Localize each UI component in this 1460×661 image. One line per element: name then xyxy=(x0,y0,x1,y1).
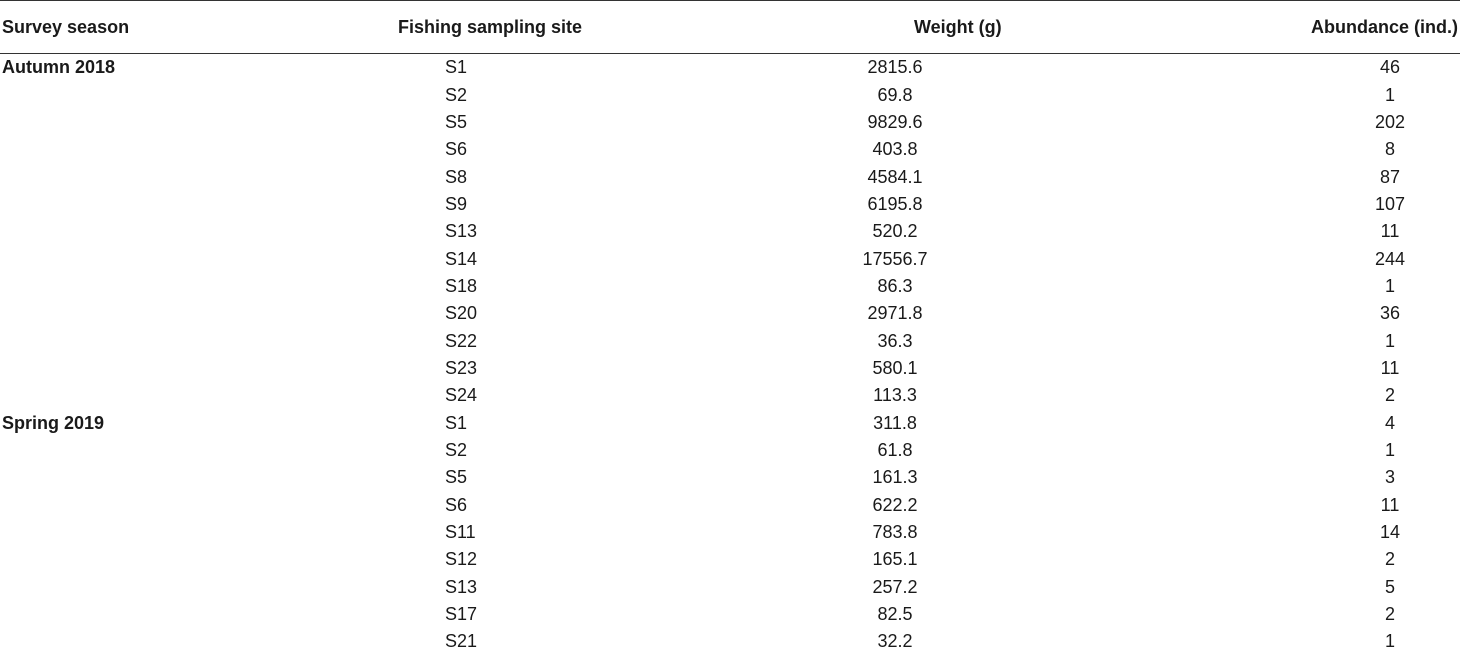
cell-abundance: 2 xyxy=(1384,385,1395,406)
cell-survey-season: Autumn 2018 xyxy=(2,57,116,78)
cell-survey-season xyxy=(0,163,300,190)
cell-survey-season xyxy=(0,574,300,601)
cell-abundance: 3 xyxy=(1384,467,1395,488)
cell-survey-season xyxy=(0,109,300,136)
cell-survey-season xyxy=(0,355,300,382)
cell-abundance: 36 xyxy=(1379,303,1401,324)
table-row xyxy=(0,464,1460,491)
table-row xyxy=(0,574,1460,601)
table-row xyxy=(0,409,1460,436)
cell-abundance: 5 xyxy=(1384,576,1395,597)
cell-sampling-site: S1 xyxy=(445,57,468,78)
cell-survey-season xyxy=(0,273,300,300)
cell-abundance: 4 xyxy=(1384,412,1395,433)
cell-weight: 520.2 xyxy=(872,221,918,242)
table-header xyxy=(0,1,1460,54)
cell-weight: 69.8 xyxy=(877,84,913,105)
header-row xyxy=(0,1,1460,54)
cell-sampling-site: S21 xyxy=(445,631,478,652)
cell-abundance: 202 xyxy=(1374,111,1406,132)
header-weight: Weight (g) xyxy=(630,1,1070,54)
cell-survey-season xyxy=(0,191,300,218)
cell-weight: 61.8 xyxy=(877,439,913,460)
cell-abundance: 1 xyxy=(1384,84,1395,105)
cell-survey-season xyxy=(0,136,300,163)
cell-abundance: 107 xyxy=(1374,193,1406,214)
table-row xyxy=(0,382,1460,409)
cell-survey-season xyxy=(0,300,300,327)
cell-abundance: 2 xyxy=(1384,549,1395,570)
cell-weight: 403.8 xyxy=(872,139,918,160)
header-abundance: Abundance (ind.) xyxy=(1070,1,1460,54)
table-body xyxy=(0,54,1460,656)
cell-sampling-site: S1 xyxy=(445,412,468,433)
cell-abundance: 46 xyxy=(1379,57,1401,78)
cell-abundance: 1 xyxy=(1384,330,1395,351)
cell-abundance: 244 xyxy=(1374,248,1406,269)
cell-abundance: 1 xyxy=(1384,439,1395,460)
cell-weight: 165.1 xyxy=(872,549,918,570)
cell-weight: 32.2 xyxy=(877,631,913,652)
cell-survey-season xyxy=(0,245,300,272)
cell-weight: 580.1 xyxy=(872,357,918,378)
table-row xyxy=(0,628,1460,655)
cell-survey-season xyxy=(0,327,300,354)
cell-weight: 783.8 xyxy=(872,522,918,543)
cell-survey-season xyxy=(0,81,300,108)
cell-survey-season: Spring 2019 xyxy=(2,412,105,433)
table-row xyxy=(0,218,1460,245)
cell-abundance: 11 xyxy=(1380,357,1400,378)
cell-sampling-site: S18 xyxy=(445,275,478,296)
cell-weight: 2815.6 xyxy=(867,57,923,78)
cell-sampling-site: S5 xyxy=(445,467,468,488)
table-row xyxy=(0,546,1460,573)
table-row xyxy=(0,163,1460,190)
cell-survey-season xyxy=(0,464,300,491)
cell-abundance: 1 xyxy=(1384,631,1395,652)
cell-sampling-site: S5 xyxy=(445,111,468,132)
cell-abundance: 14 xyxy=(1379,522,1401,543)
cell-weight: 311.8 xyxy=(873,412,917,433)
cell-survey-season xyxy=(0,628,300,655)
cell-abundance: 11 xyxy=(1380,221,1400,242)
cell-weight: 2971.8 xyxy=(867,303,923,324)
table-row xyxy=(0,245,1460,272)
cell-weight: 36.3 xyxy=(877,330,913,351)
cell-survey-season xyxy=(0,382,300,409)
cell-sampling-site: S9 xyxy=(445,193,468,214)
table-row xyxy=(0,519,1460,546)
table-row xyxy=(0,492,1460,519)
cell-weight: 86.3 xyxy=(877,275,913,296)
header-survey-season: Survey season xyxy=(0,1,300,54)
cell-weight: 4584.1 xyxy=(867,166,923,187)
cell-sampling-site: S20 xyxy=(445,303,478,324)
table-row xyxy=(0,81,1460,108)
table-row xyxy=(0,273,1460,300)
table-row xyxy=(0,136,1460,163)
cell-weight: 17556.7 xyxy=(862,248,928,269)
table-row xyxy=(0,355,1460,382)
cell-weight: 9829.6 xyxy=(867,111,923,132)
cell-abundance: 8 xyxy=(1384,139,1395,160)
cell-survey-season xyxy=(0,437,300,464)
cell-abundance: 87 xyxy=(1379,166,1401,187)
cell-sampling-site: S13 xyxy=(445,576,478,597)
cell-sampling-site: S6 xyxy=(445,494,468,515)
header-fishing-sampling-site: Fishing sampling site xyxy=(300,1,630,54)
cell-sampling-site: S2 xyxy=(445,84,468,105)
cell-weight: 257.2 xyxy=(872,576,918,597)
cell-sampling-site: S11 xyxy=(445,522,476,543)
cell-sampling-site: S6 xyxy=(445,139,468,160)
cell-sampling-site: S14 xyxy=(445,248,478,269)
cell-survey-season xyxy=(0,601,300,628)
table-row xyxy=(0,300,1460,327)
cell-abundance: 11 xyxy=(1380,494,1400,515)
cell-sampling-site: S22 xyxy=(445,330,478,351)
cell-weight: 113.3 xyxy=(873,385,917,406)
table-row xyxy=(0,191,1460,218)
table-row xyxy=(0,109,1460,136)
cell-sampling-site: S12 xyxy=(445,549,478,570)
cell-weight: 6195.8 xyxy=(867,193,923,214)
cell-survey-season xyxy=(0,492,300,519)
cell-sampling-site: S23 xyxy=(445,357,478,378)
cell-sampling-site: S24 xyxy=(445,385,478,406)
cell-sampling-site: S17 xyxy=(445,604,478,625)
table-row xyxy=(0,437,1460,464)
cell-weight: 161.3 xyxy=(872,467,918,488)
cell-abundance: 1 xyxy=(1384,275,1395,296)
cell-survey-season xyxy=(0,546,300,573)
cell-weight: 82.5 xyxy=(877,604,913,625)
cell-survey-season xyxy=(0,218,300,245)
cell-sampling-site: S13 xyxy=(445,221,478,242)
cell-abundance: 2 xyxy=(1384,604,1395,625)
cell-survey-season xyxy=(0,519,300,546)
table-row xyxy=(0,601,1460,628)
cell-sampling-site: S2 xyxy=(445,439,468,460)
cell-sampling-site: S8 xyxy=(445,166,468,187)
table-row xyxy=(0,327,1460,354)
cell-weight: 622.2 xyxy=(872,494,918,515)
table-row xyxy=(0,54,1460,82)
